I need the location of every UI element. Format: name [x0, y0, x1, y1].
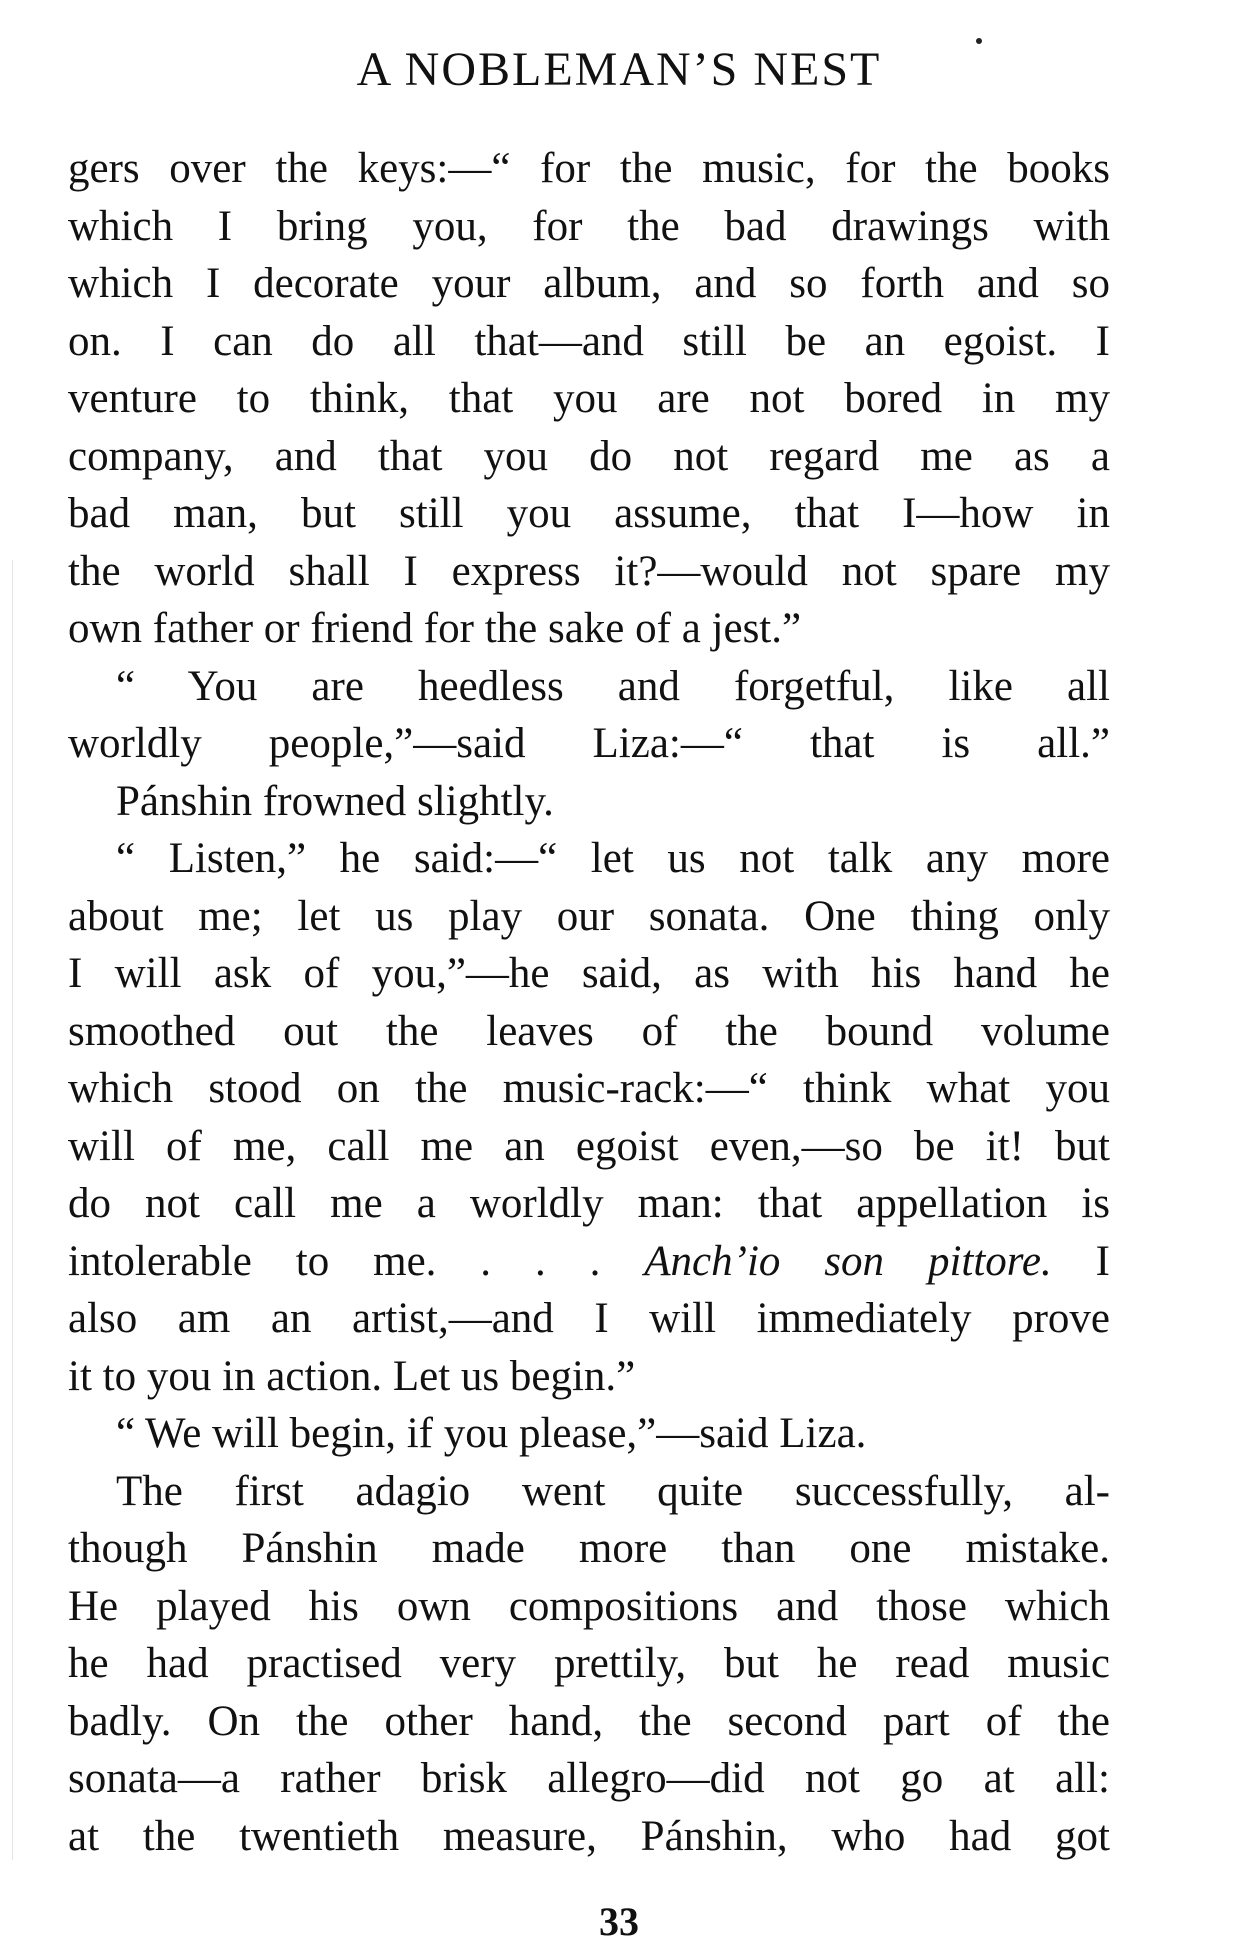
print-speck [976, 38, 982, 44]
text-line-content: gers over the keys:—“ for the music, for the books [68, 145, 1110, 192]
text-line [68, 1405, 1110, 1463]
text-line-content: smoothed out the leaves of the bound volume [68, 1007, 1110, 1055]
text-line-content: venture to think, that you are not bored in my [68, 375, 1110, 422]
text-line-content: will of me, call me an egoist even,—so be it! but [68, 1122, 1110, 1170]
text-line [68, 428, 1110, 486]
text-line-content: badly. On the other hand, the second part of the [68, 1697, 1110, 1745]
text-line-content: it to you in action. Let us begin.” [68, 1352, 636, 1400]
text-line [68, 1578, 1110, 1636]
text-line [68, 1060, 1110, 1118]
text-line-content: though Pánshin made more than one mistake. [68, 1525, 1110, 1572]
text-line-content: which stood on the music-rack:—“ think what you [68, 1065, 1110, 1112]
text-line-content: at the twentieth measure, Pánshin, who had got [68, 1812, 1110, 1860]
text-line [68, 370, 1110, 428]
text-line-content: on. I can do all that—and still be an egoist. I [68, 317, 1110, 365]
text-line-content: He played his own compositions and those which [68, 1582, 1110, 1630]
text-line-content: “ You are heedless and forgetful, like all [116, 662, 1110, 710]
text-line [68, 1463, 1110, 1521]
text-line-content: “ Listen,” he said:—“ let us not talk any more [116, 835, 1110, 882]
text-line [68, 1635, 1110, 1693]
text-line-content: sonata—a rather brisk allegro—did not go at all: [68, 1755, 1110, 1802]
text-line [68, 1808, 1110, 1866]
body-text [68, 140, 1110, 1865]
text-line-content: The first adagio went quite successfully, al- [116, 1467, 1110, 1515]
text-line [68, 773, 1110, 831]
text-line-content: company, and that you do not regard me as a [68, 432, 1110, 480]
text-line-content: I will ask of you,”—he said, as with his hand he [68, 950, 1110, 997]
text-line-content: about me; let us play our sonata. One thing only [68, 892, 1110, 940]
text-line-content: bad man, but still you assume, that I—how in [68, 490, 1110, 537]
text-line [68, 313, 1110, 371]
text-line-content: also am an artist,—and I will immediately prove [68, 1295, 1110, 1342]
page-number: 33 [599, 1899, 639, 1944]
text-line [68, 1003, 1110, 1061]
text-line-content: he had practised very prettily, but he read music [68, 1640, 1110, 1687]
text-line-content: which I bring you, for the bad drawings with [68, 202, 1110, 250]
text-line-content: which I decorate your album, and so forth and so [68, 260, 1110, 307]
text-line [68, 198, 1110, 256]
text-line-content: “ We will begin, if you please,”—said Liza. [116, 1410, 867, 1457]
scan-edge-shadow [12, 560, 13, 1860]
text-line [68, 600, 1110, 658]
text-line-tail: I [1051, 1237, 1110, 1285]
text-line [68, 255, 1110, 313]
text-line [68, 1693, 1110, 1751]
text-line-content: do not call me a worldly man: that appellation is [68, 1180, 1110, 1227]
text-line [68, 1750, 1110, 1808]
text-line [68, 888, 1110, 946]
text-line-content: Pánshin frowned slightly. [116, 777, 554, 825]
text-line [68, 1118, 1110, 1176]
text-line-content: intolerable to me. . . . [68, 1237, 645, 1285]
text-line [68, 1348, 1110, 1406]
text-line-content: the world shall I express it?—would not spare my [68, 547, 1110, 595]
text-line-content: worldly people,”—said Liza:—“ that is all.” [68, 720, 1110, 767]
text-line-content: own father or friend for the sake of a jest.” [68, 605, 802, 652]
text-line [68, 1290, 1110, 1348]
text-line [68, 1233, 1110, 1291]
text-line [68, 140, 1110, 198]
italic-phrase: Anch’io son pittore. [644, 1237, 1052, 1285]
text-line [68, 1520, 1110, 1578]
text-line [68, 1175, 1110, 1233]
text-line [68, 715, 1110, 773]
text-line [68, 543, 1110, 601]
text-line [68, 945, 1110, 1003]
text-line [68, 658, 1110, 716]
running-title: A NOBLEMAN’S NEST [356, 43, 882, 96]
text-line [68, 830, 1110, 888]
text-line [68, 485, 1110, 543]
